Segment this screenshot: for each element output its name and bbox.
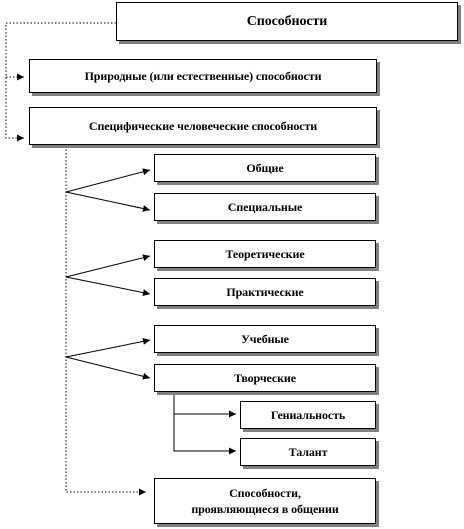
communication-abilities-node [154,478,376,524]
creative-abilities-label: Творческие [234,371,296,385]
specific-human-abilities-label: Специфические человеческие способности [88,119,318,133]
practical-abilities-label: Практические [226,285,304,299]
creative-abilities-node [154,364,376,392]
theoretical-abilities-label: Теоретические [225,247,305,261]
practical-abilities-node [154,278,376,306]
fan-theoretical-practical [66,256,150,294]
general-abilities-node [154,154,376,182]
general-abilities-label: Общие [246,161,284,175]
specific-abilities-trunk [66,146,146,492]
creative-subtree [174,392,236,451]
specific-human-abilities-node [29,107,377,145]
theoretical-abilities-node [154,240,376,268]
fan-educational-creative [66,340,150,378]
root-label: Способности [246,13,328,29]
educational-abilities-node [154,325,376,353]
special-abilities-node [154,193,376,221]
communication-abilities-line2: проявляющиеся в общении [191,502,339,516]
genius-node [240,401,376,429]
talent-node [240,438,376,466]
natural-abilities-label: Природные (или естественные) способности [84,69,322,83]
communication-abilities-line1: Способности, [229,486,301,500]
fan-general-special [66,170,150,210]
natural-abilities-node [29,59,377,93]
genius-label: Гениальность [270,408,346,422]
educational-abilities-label: Учебные [241,332,289,346]
root-node [116,2,458,41]
special-abilities-label: Специальные [227,200,303,214]
talent-label: Талант [288,445,328,459]
